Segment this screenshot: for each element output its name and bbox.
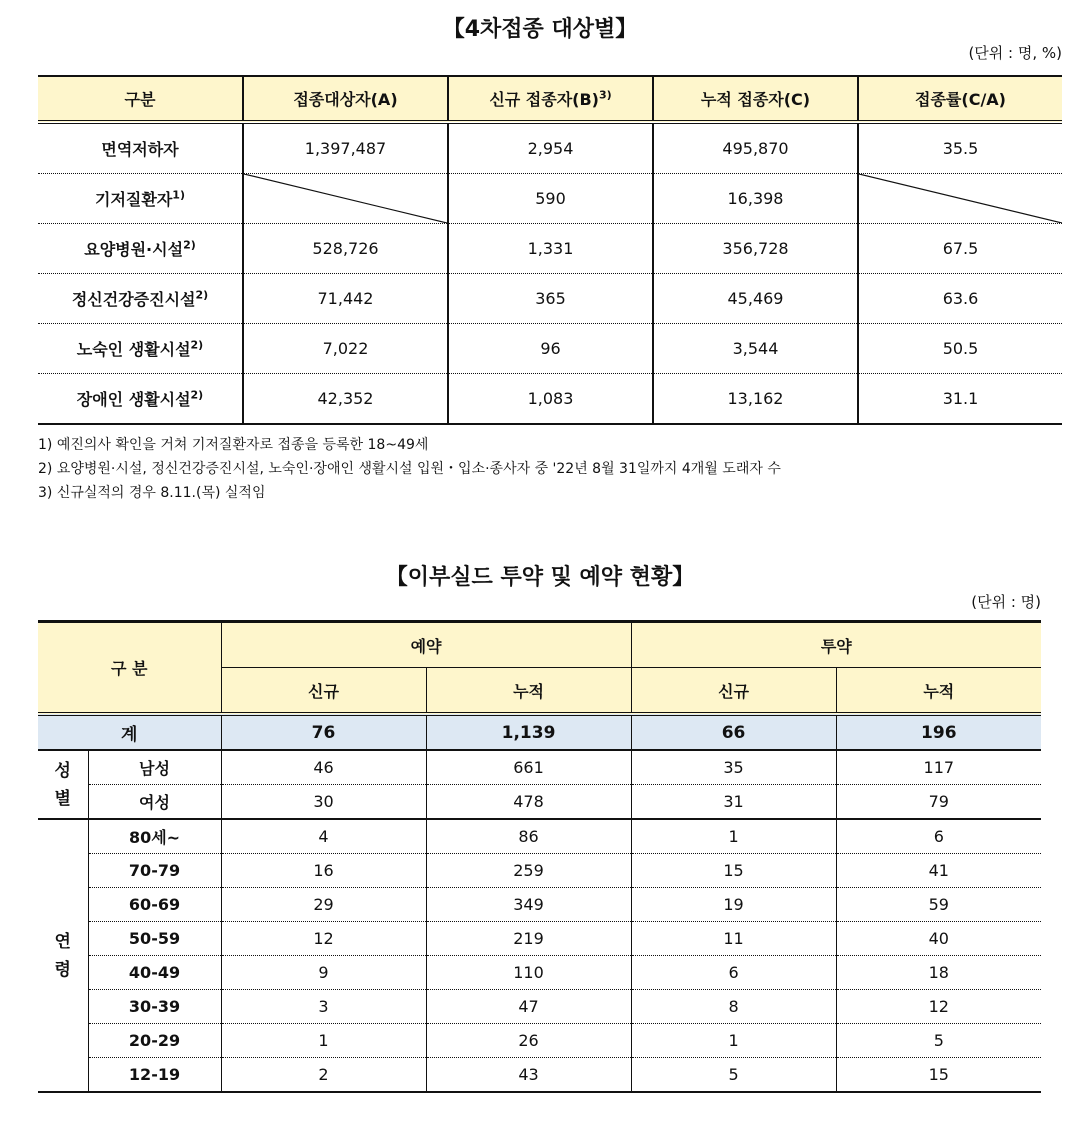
cell-b: 2,954 — [448, 122, 653, 174]
cell-c: 13,162 — [653, 374, 858, 425]
table-row — [38, 324, 1062, 374]
cell-rate: 35.5 — [858, 122, 1062, 174]
cell-adm-cum: 15 — [836, 1058, 1041, 1093]
cell-adm-cum: 40 — [836, 922, 1041, 956]
row-label: 12-19 — [88, 1058, 221, 1093]
cell-res-cum: 259 — [426, 854, 631, 888]
cell-b: 1,331 — [448, 224, 653, 274]
total-res-new: 76 — [221, 714, 426, 750]
cell-a: 7,022 — [243, 324, 448, 374]
vaccination-table — [38, 75, 1062, 425]
cell-adm-cum: 117 — [836, 750, 1041, 785]
cell-res-cum: 478 — [426, 785, 631, 820]
table-row — [38, 819, 1041, 854]
total-res-cum: 1,139 — [426, 714, 631, 750]
header-new: 신규 접종자$(B)^{3)}$ — [448, 76, 653, 122]
cell-a: 528,726 — [243, 224, 448, 274]
cell-res-new: 2 — [221, 1058, 426, 1093]
cell-c: 3,544 — [653, 324, 858, 374]
header-target: 접종대상자(A) — [243, 76, 448, 122]
cell-c: 45,469 — [653, 274, 858, 324]
header-administration-cumulative: 누적 — [836, 668, 1041, 715]
header-category: 구 분 — [38, 622, 221, 715]
cell-c: 16,398 — [653, 174, 858, 224]
cell-adm-new: 1 — [631, 1024, 836, 1058]
row-label: 20-29 — [88, 1024, 221, 1058]
footnotes — [38, 433, 781, 505]
cell-c: 495,870 — [653, 122, 858, 174]
cell-rate: 50.5 — [858, 324, 1062, 374]
header-rate: 접종률(C/A) — [858, 76, 1062, 122]
table-row — [38, 1024, 1041, 1058]
table-row — [38, 174, 1062, 224]
header-reservation-new: 신규 — [221, 668, 426, 715]
cell-res-new: 30 — [221, 785, 426, 820]
table-row — [38, 956, 1041, 990]
cell-adm-new: 31 — [631, 785, 836, 820]
cell-adm-cum: 18 — [836, 956, 1041, 990]
row-label: 40-49 — [88, 956, 221, 990]
cell-c: 356,728 — [653, 224, 858, 274]
cell-adm-cum: 59 — [836, 888, 1041, 922]
total-adm-cum: 196 — [836, 714, 1041, 750]
cell-a: 71,442 — [243, 274, 448, 324]
cell-a: 42,352 — [243, 374, 448, 425]
row-label: 여성 — [88, 785, 221, 820]
cell-res-cum: 219 — [426, 922, 631, 956]
table-row — [38, 922, 1041, 956]
diagonal-empty-cell — [858, 174, 1062, 224]
evusheld-table — [38, 620, 1041, 1093]
total-row — [38, 714, 1041, 750]
cell-adm-new: 35 — [631, 750, 836, 785]
cell-adm-new: 5 — [631, 1058, 836, 1093]
cell-adm-new: 15 — [631, 854, 836, 888]
cell-b: 96 — [448, 324, 653, 374]
vaccination-unit: (단위 : 명, %) — [968, 44, 1062, 62]
cell-rate: 31.1 — [858, 374, 1062, 425]
row-label: 80세~ — [88, 819, 221, 854]
diagonal-empty-cell — [243, 174, 448, 224]
cell-res-cum: 26 — [426, 1024, 631, 1058]
cell-res-new: 3 — [221, 990, 426, 1024]
cell-res-new: 1 — [221, 1024, 426, 1058]
table-row — [38, 224, 1062, 274]
cell-adm-new: 19 — [631, 888, 836, 922]
cell-b: 590 — [448, 174, 653, 224]
cell-res-cum: 47 — [426, 990, 631, 1024]
table-row — [38, 854, 1041, 888]
cell-res-new: 46 — [221, 750, 426, 785]
header-cumulative: 누적 접종자(C) — [653, 76, 858, 122]
cell-res-new: 4 — [221, 819, 426, 854]
cell-adm-new: 8 — [631, 990, 836, 1024]
gender-group-label: 성 별 — [38, 750, 88, 819]
table-row — [38, 785, 1041, 820]
row-label: 면역저하자 — [38, 122, 243, 174]
footnote-1: 1) 예진의사 확인을 거쳐 기저질환자로 접종을 등록한 18~49세 — [38, 437, 429, 453]
cell-adm-cum: 41 — [836, 854, 1041, 888]
vaccination-title: 【4차접종 대상별】 — [442, 17, 638, 42]
table-row — [38, 274, 1062, 324]
header-category: 구분 — [38, 76, 243, 122]
table-row — [38, 1058, 1041, 1093]
row-label: 요양병원·시설$^{2)}$ — [38, 224, 243, 274]
cell-rate: 67.5 — [858, 224, 1062, 274]
row-label: 50-59 — [88, 922, 221, 956]
row-label: 정신건강증진시설$^{2)}$ — [38, 274, 243, 324]
row-label: 남성 — [88, 750, 221, 785]
total-label: 계 — [38, 714, 221, 750]
cell-adm-cum: 79 — [836, 785, 1041, 820]
header-administration: 투약 — [631, 622, 1041, 668]
cell-adm-cum: 6 — [836, 819, 1041, 854]
header-administration-new: 신규 — [631, 668, 836, 715]
row-label: 노숙인 생활시설$^{2)}$ — [38, 324, 243, 374]
cell-b: 365 — [448, 274, 653, 324]
row-label: 30-39 — [88, 990, 221, 1024]
table-row — [38, 990, 1041, 1024]
header-reservation-cumulative: 누적 — [426, 668, 631, 715]
cell-res-new: 12 — [221, 922, 426, 956]
cell-adm-new: 1 — [631, 819, 836, 854]
table-row — [38, 374, 1062, 425]
row-label: 기저질환자$^{1)}$ — [38, 174, 243, 224]
cell-res-cum: 110 — [426, 956, 631, 990]
evusheld-unit: (단위 : 명) — [971, 593, 1041, 611]
cell-adm-cum: 5 — [836, 1024, 1041, 1058]
cell-adm-cum: 12 — [836, 990, 1041, 1024]
table-row — [38, 888, 1041, 922]
table-row — [38, 122, 1062, 174]
cell-adm-new: 11 — [631, 922, 836, 956]
cell-res-cum: 86 — [426, 819, 631, 854]
footnote-2: 2) 요양병원·시설, 정신건강증진시설, 노숙인·장애인 생활시설 입원・입소·종사자 중 '22년 8월 31일까지 4개월 도래자 수 — [38, 461, 781, 477]
cell-adm-new: 6 — [631, 956, 836, 990]
evusheld-title: 【이부실드 투약 및 예약 현황】 — [385, 565, 695, 590]
cell-res-cum: 349 — [426, 888, 631, 922]
cell-res-new: 29 — [221, 888, 426, 922]
row-label: 장애인 생활시설$^{2)}$ — [38, 374, 243, 425]
total-adm-new: 66 — [631, 714, 836, 750]
cell-res-new: 16 — [221, 854, 426, 888]
cell-res-cum: 661 — [426, 750, 631, 785]
row-label: 70-79 — [88, 854, 221, 888]
header-reservation: 예약 — [221, 622, 631, 668]
cell-a: 1,397,487 — [243, 122, 448, 174]
cell-res-new: 9 — [221, 956, 426, 990]
table-row — [38, 750, 1041, 785]
footnote-3: 3) 신규실적의 경우 8.11.(목) 실적임 — [38, 485, 266, 501]
age-group-label: 연 령 — [38, 819, 88, 1092]
cell-rate: 63.6 — [858, 274, 1062, 324]
row-label: 60-69 — [88, 888, 221, 922]
cell-b: 1,083 — [448, 374, 653, 425]
cell-res-cum: 43 — [426, 1058, 631, 1093]
